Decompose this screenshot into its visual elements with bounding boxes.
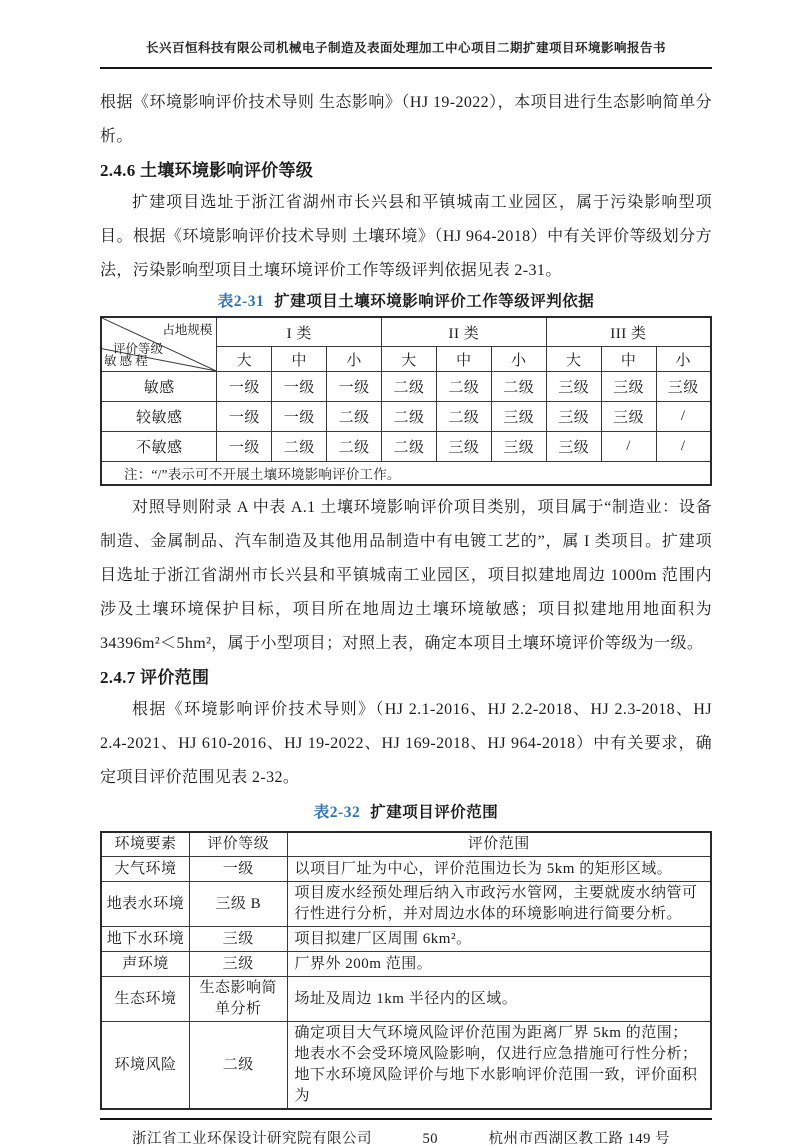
scope-cell: 场址及周边 1km 半径内的区域。 [287,977,711,1022]
grade-cell: 一级 [272,402,327,432]
paragraph-intro: 根据《环境影响评价技术导则 生态影响》（HJ 19-2022），本项目进行生态影响简单分析。 [100,94,712,145]
grade-cell: 三级 [656,372,711,402]
table-row-noise [101,952,711,977]
header-scope: 评价范围 [287,832,711,857]
scope-cell: 项目拟建厂区周围 6km²。 [287,927,711,952]
grade-cell: 一级 [272,372,327,402]
paragraph-2-4-7: 根据《环境影响评价技术导则》（HJ 2.1-2016、HJ 2.2-2018、HJ 2.3-2018、HJ 2.4-2021、HJ 610-2016、HJ 19-2022、HJ 169-2018、HJ 964-2018）中有关要求，确定项目评价范围见表 2-32。 [100,701,712,786]
grade-cell: 一级 [189,857,287,882]
table-2-31-caption [100,290,712,314]
grade-cell: 二级 [189,1022,287,1110]
footer-address: 杭州市西湖区教工路 149 号 [488,1131,670,1147]
table-row-less-sensitive [101,402,711,432]
grade-cell: 二级 [436,402,491,432]
header-env-element: 环境要素 [101,832,189,857]
grade-cell: 三级 [436,432,491,462]
scope-cell: 确定项目大气环境风险评价范围为距离厂界 5km 的范围；地表水不会受环境风险影响，仅进行应急措施可行性分析；地下水环境风险评价与地下水影响评价范围一致，评价面积为 [287,1022,711,1110]
scope-cell: 项目废水经预处理后纳入市政污水管网，主要就废水纳管可行性进行分析，并对周边水体的环境影响进行简要分析。 [287,882,711,927]
diagonal-label-sensitivity: 敏 感 程 [104,354,148,368]
grade-cell: 三级 [189,927,287,952]
table-evaluation-scope [100,831,712,1110]
subcol-large: 大 [546,347,601,372]
grade-cell: 生态影响简单分析 [189,977,287,1022]
grade-cell: 三级 [601,402,656,432]
grade-cell: 一级 [217,402,272,432]
subcol-large: 大 [382,347,437,372]
grade-cell: 二级 [382,432,437,462]
grade-cell: 三级 [491,432,546,462]
table-row [101,317,711,347]
subcol-small: 小 [656,347,711,372]
grade-cell: 三级 [546,402,601,432]
col-group-class3: III 类 [546,317,711,347]
section-heading-2-4-6: 2.4.6 土壤环境影响评价等级 [100,161,314,180]
page-footer [100,1120,712,1148]
table-row-air [101,857,711,882]
section-heading-2-4-7: 2.4.7 评价范围 [100,668,210,687]
subcol-medium: 中 [272,347,327,372]
grade-cell: / [656,432,711,462]
table-2-32-caption-text: 扩建项目评价范围 [370,804,499,821]
header-grade: 评价等级 [189,832,287,857]
table-header-row [101,832,711,857]
table-2-32-caption [100,801,712,825]
grade-cell: 二级 [382,372,437,402]
grade-cell: 二级 [327,402,382,432]
env-element-cell: 大气环境 [101,857,189,882]
env-element-cell: 环境风险 [101,1022,189,1110]
grade-cell: 三级 [189,952,287,977]
diagonal-label-land-scale: 占地规模 [162,323,213,337]
paragraph-soil-conclusion: 对照导则附录 A 中表 A.1 土壤环境影响评价项目类别，项目属于“制造业：设备制造、金属制品、汽车制造及其他用品制造中有电镀工艺的”，属 I 类项目。扩建项目选址于浙江省湖州市长兴县和平镇城南工业园区，项目拟建地周边 1000m 范围内涉及土壤环境保护目标，项目所在地周边土壤环境敏感；项目拟建地用地面积为 34396m²＜5hm²，属于小型项目；对照上表，确定本项目土壤环境评价等级为一级。 [100,499,712,652]
page-header-title: 长兴百恒科技有限公司机械电子制造及表面处理加工中心项目二期扩建项目环境影响报告书 [100,40,712,69]
grade-cell: 二级 [327,432,382,462]
table-row-surface-water [101,882,711,927]
grade-cell: 二级 [272,432,327,462]
row-label: 敏感 [101,372,217,402]
subcol-large: 大 [217,347,272,372]
col-group-class1: I 类 [217,317,382,347]
grade-cell: 三级 [546,372,601,402]
diagonal-label-grade: 评价等级 [113,342,164,356]
table-soil-evaluation-grade [100,316,712,486]
grade-cell: / [656,402,711,432]
env-element-cell: 地表水环境 [101,882,189,927]
grade-cell: 三级 [546,432,601,462]
row-label: 不敏感 [101,432,217,462]
table-row-groundwater [101,927,711,952]
grade-cell: 一级 [217,432,272,462]
env-element-cell: 声环境 [101,952,189,977]
scope-cell: 厂界外 200m 范围。 [287,952,711,977]
row-label: 较敏感 [101,402,217,432]
grade-cell: 一级 [327,372,382,402]
diagonal-header-cell [101,317,217,372]
table-2-31-caption-label: 表2-31 [217,293,265,310]
table-note-row [101,462,711,486]
subcol-medium: 中 [436,347,491,372]
subcol-small: 小 [491,347,546,372]
table-row-environmental-risk [101,1022,711,1110]
table-note: 注：“/”表示可不开展土壤环境影响评价工作。 [101,462,711,486]
grade-cell: 三级 [491,402,546,432]
subcol-small: 小 [327,347,382,372]
env-element-cell: 生态环境 [101,977,189,1022]
grade-cell: 二级 [436,372,491,402]
grade-cell: 二级 [491,372,546,402]
grade-cell: / [601,432,656,462]
table-row-ecology [101,977,711,1022]
table-row-sensitive [101,372,711,402]
grade-cell: 三级 B [189,882,287,927]
table-2-31-caption-text: 扩建项目土壤环境影响评价工作等级评判依据 [274,293,595,310]
grade-cell: 二级 [382,402,437,432]
footer-page-number: 50 [422,1131,438,1147]
footer-company: 浙江省工业环保设计研究院有限公司 [132,1131,372,1147]
table-2-32-caption-label: 表2-32 [313,804,361,821]
scope-cell: 以项目厂址为中心，评价范围边长为 5km 的矩形区域。 [287,857,711,882]
subcol-medium: 中 [601,347,656,372]
table-row-not-sensitive [101,432,711,462]
col-group-class2: II 类 [382,317,547,347]
grade-cell: 三级 [601,372,656,402]
env-element-cell: 地下水环境 [101,927,189,952]
grade-cell: 一级 [217,372,272,402]
paragraph-2-4-6: 扩建项目选址于浙江省湖州市长兴县和平镇城南工业园区，属于污染影响型项目。根据《环境影响评价技术导则 土壤环境》（HJ 964-2018）中有关评价等级划分方法，污染影响型项目土壤环境评价工作等级评判依据见表 2-31。 [100,194,712,279]
